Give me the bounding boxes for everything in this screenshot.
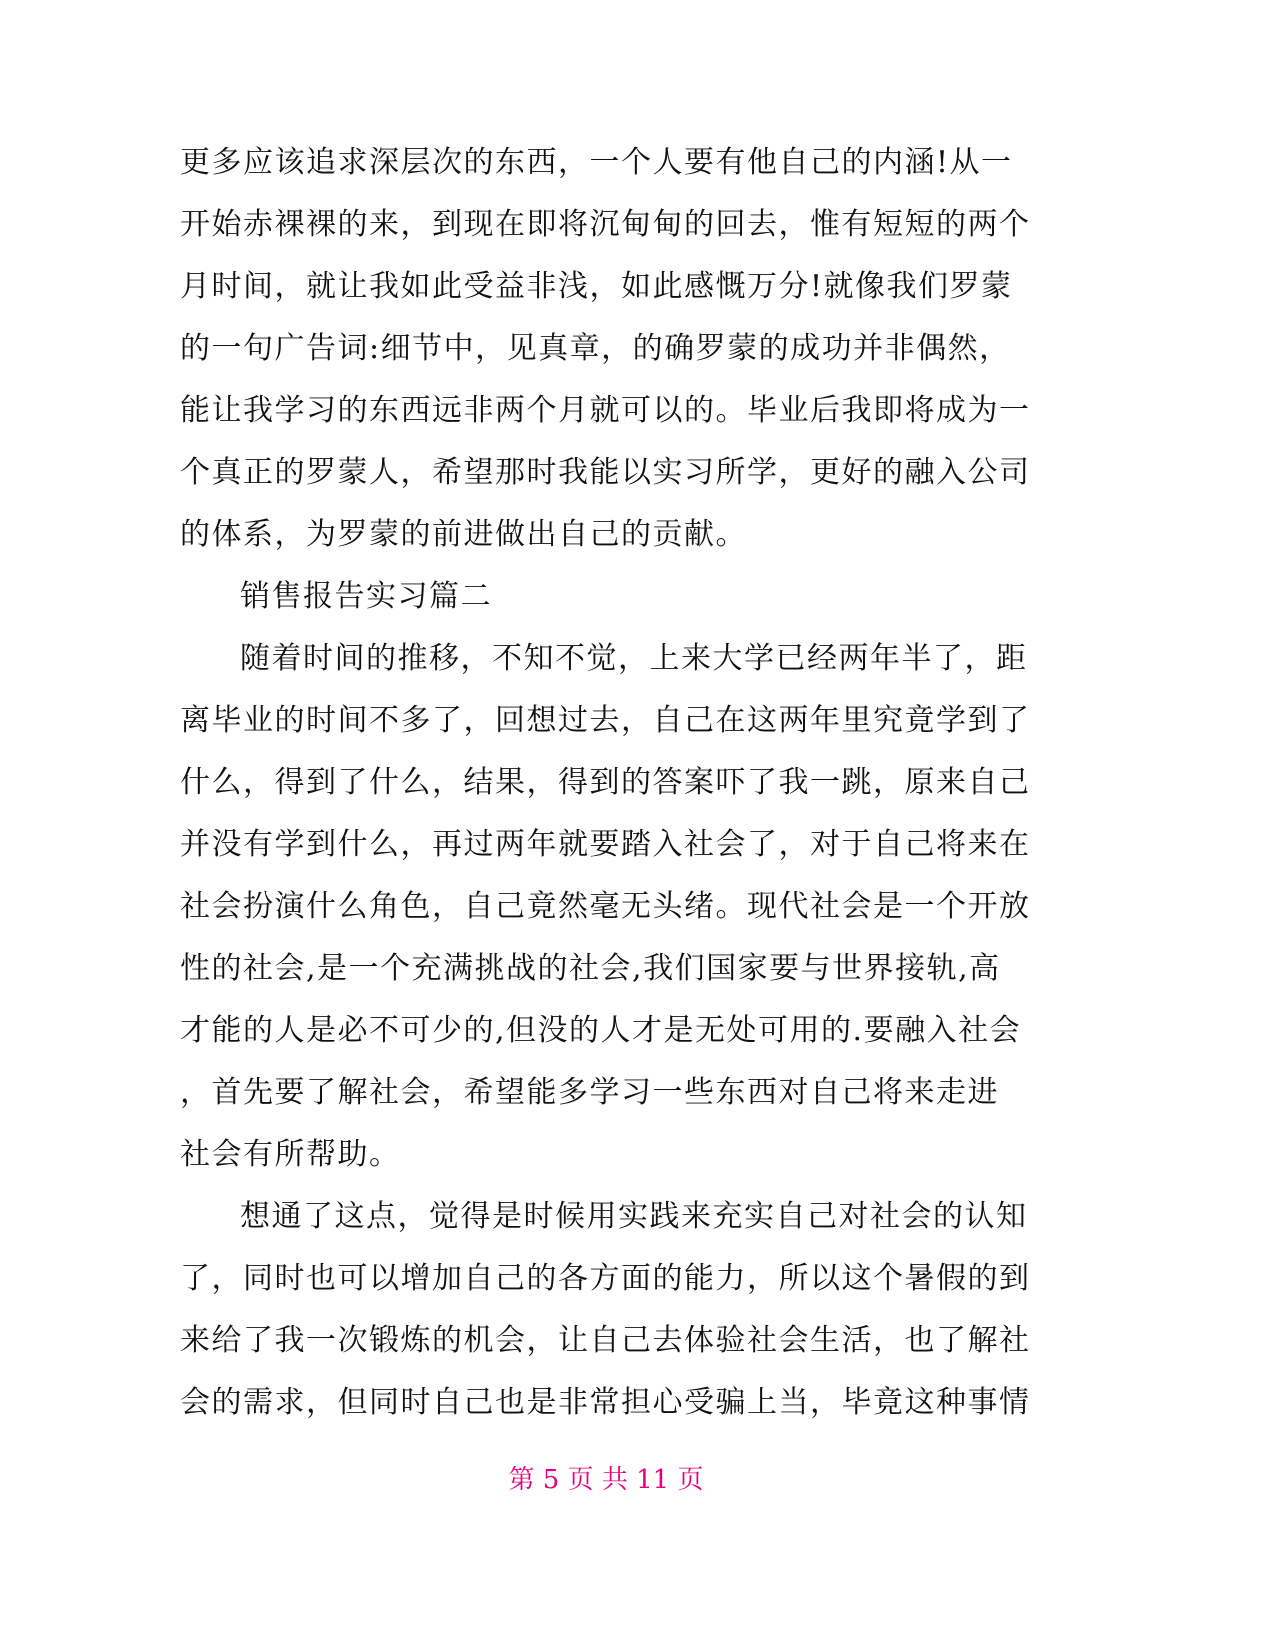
text-line: 社会有所帮助。 <box>180 1137 401 1172</box>
text-line: 性的社会,是一个充满挑战的社会,我们国家要与世界接轨,高 <box>180 951 1001 986</box>
text-line: 开始赤裸裸的来，到现在即将沉甸甸的回去，惟有短短的两个 <box>180 207 1031 242</box>
text-line: 才能的人是必不可少的,但没的人才是无处可用的.要融入社会 <box>180 1013 1022 1048</box>
text-line: 个真正的罗蒙人，希望那时我能以实习所学，更好的融入公司 <box>180 455 1031 490</box>
text-line: 来给了我一次锻炼的机会，让自己去体验社会生活，也了解社 <box>180 1323 1031 1358</box>
text-line: 月时间，就让我如此受益非浅，如此感慨万分!就像我们罗蒙 <box>180 269 1013 304</box>
text-line: 什么，得到了什么，结果，得到的答案吓了我一跳，原来自己 <box>180 765 1031 800</box>
text-line: 想通了这点，觉得是时候用实践来充实自己对社会的认知 <box>240 1199 1028 1234</box>
text-line: 的一句广告词:细节中，见真章，的确罗蒙的成功并非偶然， <box>180 331 1011 366</box>
paragraph <box>180 628 1080 1186</box>
text-line: 的体系，为罗蒙的前进做出自己的贡献。 <box>180 517 747 552</box>
section-heading: 销售报告实习篇二 <box>240 579 492 614</box>
text-line: 离毕业的时间不多了，回想过去，自己在这两年里究竟学到了 <box>180 703 1031 738</box>
paragraph-continuation <box>180 132 1080 566</box>
text-line: 更多应该追求深层次的东西，一个人要有他自己的内涵!从一 <box>180 145 1013 180</box>
text-line: 随着时间的推移，不知不觉，上来大学已经两年半了，距 <box>240 641 1028 676</box>
text-line: ，首先要了解社会，希望能多学习一些东西对自己将来走进 <box>180 1075 999 1110</box>
text-line: 并没有学到什么，再过两年就要踏入社会了，对于自己将来在 <box>180 827 1031 862</box>
text-line: 能让我学习的东西远非两个月就可以的。毕业后我即将成为一 <box>180 393 1031 428</box>
page-indicator: 第 5 页 共 11 页 <box>508 1465 704 1495</box>
paragraph <box>180 1186 1080 1434</box>
text-line: 了，同时也可以增加自己的各方面的能力，所以这个暑假的到 <box>180 1261 1031 1296</box>
text-line: 会的需求，但同时自己也是非常担心受骗上当，毕竟这种事情 <box>180 1385 1031 1420</box>
text-line: 社会扮演什么角色，自己竟然毫无头绪。现代社会是一个开放 <box>180 889 1031 924</box>
document-body <box>180 132 1080 1434</box>
